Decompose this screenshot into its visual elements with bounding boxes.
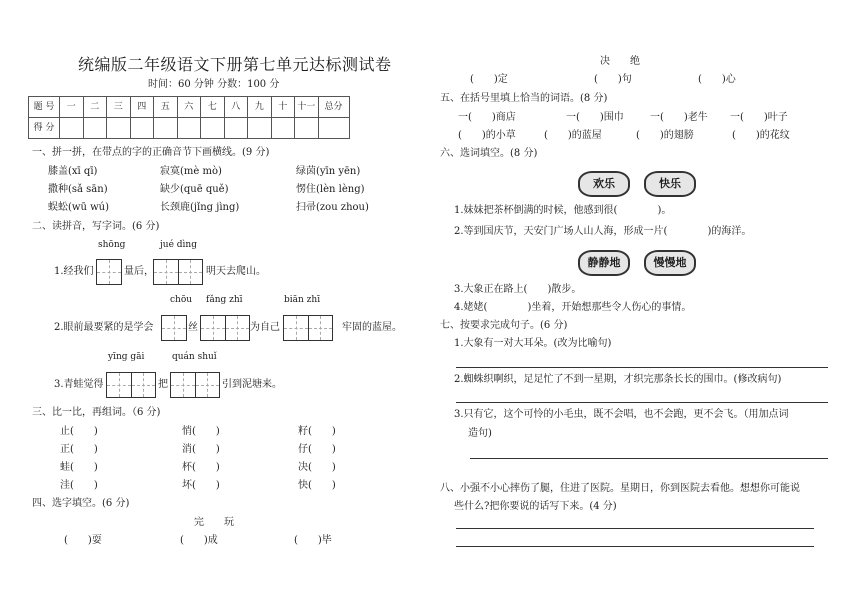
q2-2-text: 丝	[188, 322, 198, 333]
compare-item[interactable]: 悄( )	[182, 426, 220, 437]
char-grid[interactable]	[153, 259, 203, 285]
score-input-cell[interactable]	[295, 118, 319, 139]
score-table-cell: 七	[201, 97, 225, 118]
score-input-cell[interactable]	[201, 118, 225, 139]
score-table-cell: 三	[107, 97, 131, 118]
q7-1-text: 1.大象有一对大耳朵。(改为比喻句)	[454, 338, 612, 349]
answer-line[interactable]	[456, 367, 828, 368]
word-cloud: 静静地	[578, 250, 630, 276]
compare-item[interactable]: 坏( )	[182, 480, 220, 491]
score-input-cell[interactable]	[154, 118, 178, 139]
pinyin-item[interactable]: 撒种(sǎ sān)	[48, 184, 108, 195]
fill-blank[interactable]: ( )的翅膀	[636, 130, 694, 141]
compare-item[interactable]: 籽( )	[298, 426, 336, 437]
q7-3-text: 造句)	[468, 428, 492, 439]
compare-item[interactable]: 洼( )	[60, 480, 98, 491]
score-input-cell[interactable]	[130, 118, 154, 139]
score-input-cell[interactable]	[224, 118, 248, 139]
q2-1-text: 明天去爬山。	[206, 266, 266, 277]
score-table-cell: 十	[271, 97, 295, 118]
choice-blank[interactable]: ( )句	[594, 74, 632, 85]
fill-blank[interactable]: 一( )叶子	[730, 112, 788, 123]
score-table-cell: 总分	[318, 97, 349, 118]
score-table-cell: 九	[248, 97, 272, 118]
compare-item[interactable]: 正( )	[60, 444, 98, 455]
choice-blank[interactable]: ( )毕	[294, 535, 332, 546]
answer-line[interactable]	[456, 528, 814, 529]
choice-blank[interactable]: ( )定	[470, 74, 508, 85]
char-grid[interactable]	[161, 315, 187, 341]
q6-3-text[interactable]: 3.大象正在路上( )散步。	[454, 284, 582, 295]
char-grid[interactable]	[200, 315, 250, 341]
q2-2-text: 牢固的蓝屋。	[342, 322, 402, 333]
char-grid[interactable]	[96, 259, 122, 285]
compare-item[interactable]: 止( )	[60, 426, 98, 437]
section-8-title: 八、小强不小心摔伤了腿，住进了医院。星期日，你到医院去看他。想想你可能说	[440, 483, 800, 494]
char-grid[interactable]	[170, 372, 220, 398]
answer-line[interactable]	[456, 546, 814, 547]
q2-2-text: 为自己	[250, 322, 280, 333]
section-2-title: 二、读拼音，写字词。(6 分)	[32, 221, 160, 232]
pinyin-hint: fǎng zhī	[206, 295, 243, 305]
q2-1-text: 1.经我们	[54, 266, 94, 277]
char-grid[interactable]	[283, 315, 333, 341]
q7-2-text: 2.蜘蛛织啊织，足足忙了不到一星期，才织完那条长长的围巾。(修改病句)	[454, 374, 782, 385]
pinyin-item[interactable]: 蜈蚣(wū wú)	[48, 202, 109, 213]
score-table	[28, 96, 350, 139]
score-table-cell: 题 号	[29, 97, 60, 118]
score-input-cell[interactable]	[60, 118, 84, 139]
pinyin-hint: jué dìng	[160, 240, 197, 250]
choice-blank[interactable]: ( )成	[180, 535, 218, 546]
answer-line[interactable]	[470, 458, 828, 459]
pinyin-hint: quán shuǐ	[172, 352, 217, 362]
score-table-cell: 四	[130, 97, 154, 118]
word-cloud: 快乐	[644, 171, 696, 197]
choice-blank[interactable]: ( )耍	[64, 535, 102, 546]
compare-item[interactable]: 杯( )	[182, 462, 220, 473]
score-input-cell[interactable]	[107, 118, 131, 139]
score-table-score-row	[29, 118, 350, 139]
pinyin-item[interactable]: 膝盖(xī qī)	[48, 166, 98, 177]
q2-1-text: 量后，	[124, 266, 154, 277]
score-input-cell[interactable]	[318, 118, 349, 139]
pinyin-hint: shōng	[98, 240, 126, 250]
section-4-title: 四、选字填空。(6 分)	[32, 498, 130, 509]
score-input-cell[interactable]	[83, 118, 107, 139]
compare-item[interactable]: 快( )	[298, 480, 336, 491]
pinyin-hint: chōu	[170, 295, 193, 305]
pinyin-item[interactable]: 长颈鹿(jǐng jìng)	[160, 202, 240, 213]
choice-blank[interactable]: ( )心	[698, 74, 736, 85]
score-table-cell: 得 分	[29, 118, 60, 139]
q2-3-text: 把	[158, 379, 168, 390]
fill-blank[interactable]: 一( )商店	[458, 112, 516, 123]
compare-item[interactable]: 仔( )	[298, 444, 336, 455]
q2-3-text: 引到泥塘来。	[222, 379, 282, 390]
score-table-cell: 十一	[295, 97, 319, 118]
section-6-title: 六、选词填空。(8 分)	[440, 148, 538, 159]
score-input-cell[interactable]	[248, 118, 272, 139]
fill-blank[interactable]: ( )的小草	[458, 130, 516, 141]
page-title: 统编版二年级语文下册第七单元达标测试卷	[78, 55, 392, 74]
q6-1-text[interactable]: 1.妹妹把茶杯倒满的时候，他感到很( )。	[454, 205, 672, 216]
word-cloud: 慢慢地	[644, 250, 696, 276]
score-table-cell: 二	[83, 97, 107, 118]
fill-blank[interactable]: 一( )老牛	[650, 112, 708, 123]
pinyin-hint: biān zhī	[284, 295, 321, 305]
q7-3-text: 3.只有它，这个可怜的小毛虫，既不会唱，也不会跑，更不会飞。（用加点词	[454, 409, 789, 420]
compare-item[interactable]: 消( )	[182, 444, 220, 455]
pinyin-hint: yīng gāi	[108, 352, 145, 362]
section-7-title: 七、按要求完成句子。(6 分)	[440, 320, 568, 331]
pinyin-item[interactable]: 缺少(quē quě)	[160, 184, 229, 195]
section-8-title: 些什么?把你要说的话写下来。(4 分)	[454, 501, 617, 512]
score-input-cell[interactable]	[177, 118, 201, 139]
pinyin-item[interactable]: 扫帚(zou zhou)	[296, 202, 369, 213]
compare-item[interactable]: 蛙( )	[60, 462, 98, 473]
fill-blank[interactable]: 一( )围巾	[566, 112, 624, 123]
q6-2-text[interactable]: 2.等到国庆节，天安门广场人山人海，形成一片( )的海洋。	[454, 226, 752, 237]
char-grid[interactable]	[106, 372, 156, 398]
score-table-header-row	[29, 97, 350, 118]
time-score-info: 时间：60 分钟 分数：100 分	[148, 79, 280, 90]
score-input-cell[interactable]	[271, 118, 295, 139]
answer-line[interactable]	[456, 402, 828, 403]
score-table-cell: 六	[177, 97, 201, 118]
pinyin-item[interactable]: 绿茵(yīn yēn)	[296, 166, 361, 177]
q2-3-text: 3.青蛙觉得	[54, 379, 104, 390]
fill-blank[interactable]: ( )的花纹	[732, 130, 790, 141]
pinyin-item[interactable]: 愣住(lèn lèng)	[296, 184, 365, 195]
score-table-cell: 一	[60, 97, 84, 118]
choice-chars: 决 绝	[600, 56, 640, 67]
section-3-title: 三、比一比，再组词。（6 分)	[32, 407, 161, 418]
score-table-cell: 八	[224, 97, 248, 118]
pinyin-item[interactable]: 寂寞(mè mò)	[160, 166, 222, 177]
fill-blank[interactable]: ( )的蓝屋	[544, 130, 602, 141]
section-5-title: 五、在括号里填上恰当的词语。(8 分)	[440, 93, 608, 104]
q6-4-text[interactable]: 4.姥姥( )坐着，开始想那些令人伤心的事情。	[454, 302, 692, 313]
score-table-cell: 五	[154, 97, 178, 118]
choice-chars: 完 玩	[194, 517, 234, 528]
q2-2-text: 2.眼前最要紧的是学会	[54, 322, 154, 333]
compare-item[interactable]: 决( )	[298, 462, 336, 473]
section-1-title: 一、拼一拼，在带点的字的正确音节下画横线。(9 分)	[32, 147, 270, 158]
word-cloud: 欢乐	[578, 171, 630, 197]
